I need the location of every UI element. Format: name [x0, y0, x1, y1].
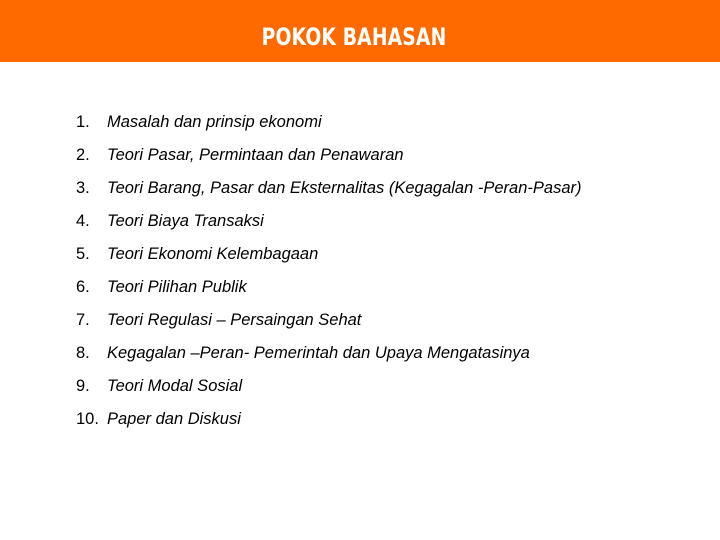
- topic-item: [76, 178, 636, 198]
- topic-text: Teori Biaya Transaksi: [107, 212, 264, 230]
- topic-text: Teori Pilihan Publik: [107, 278, 247, 296]
- topic-number: 8.: [76, 344, 90, 362]
- topic-number: 10.: [76, 410, 99, 428]
- topic-item: [76, 343, 636, 363]
- topic-item: [76, 145, 636, 165]
- topic-number: 3.: [76, 179, 90, 197]
- topic-item: [76, 409, 636, 429]
- topic-number: 4.: [76, 212, 90, 230]
- topic-item: [76, 376, 636, 396]
- topic-number: 7.: [76, 311, 90, 329]
- page-title: POKOK BAHASAN: [261, 23, 447, 51]
- topic-number: 2.: [76, 146, 90, 164]
- topic-text: Teori Ekonomi Kelembagaan: [107, 245, 319, 263]
- topic-item: [76, 112, 636, 132]
- topic-text: Teori Regulasi – Persaingan Sehat: [107, 311, 362, 329]
- topic-list: [76, 112, 636, 442]
- topic-text: Paper dan Diskusi: [107, 410, 241, 428]
- topic-text: Masalah dan prinsip ekonomi: [107, 113, 322, 131]
- topic-text: Teori Barang, Pasar dan Eksternalitas (Kegagalan -Peran-Pasar): [107, 179, 582, 197]
- topic-text: Teori Pasar, Permintaan dan Penawaran: [107, 146, 404, 164]
- topic-item: [76, 277, 636, 297]
- topic-item: [76, 244, 636, 264]
- title-bar: [0, 0, 720, 62]
- topic-number: 6.: [76, 278, 90, 296]
- topic-item: [76, 211, 636, 231]
- topic-number: 5.: [76, 245, 90, 263]
- topic-number: 1.: [76, 113, 90, 131]
- topic-number: 9.: [76, 377, 90, 395]
- topic-text: Teori Modal Sosial: [107, 377, 243, 395]
- topic-text: Kegagalan –Peran- Pemerintah dan Upaya Mengatasinya: [107, 344, 530, 362]
- topic-item: [76, 310, 636, 330]
